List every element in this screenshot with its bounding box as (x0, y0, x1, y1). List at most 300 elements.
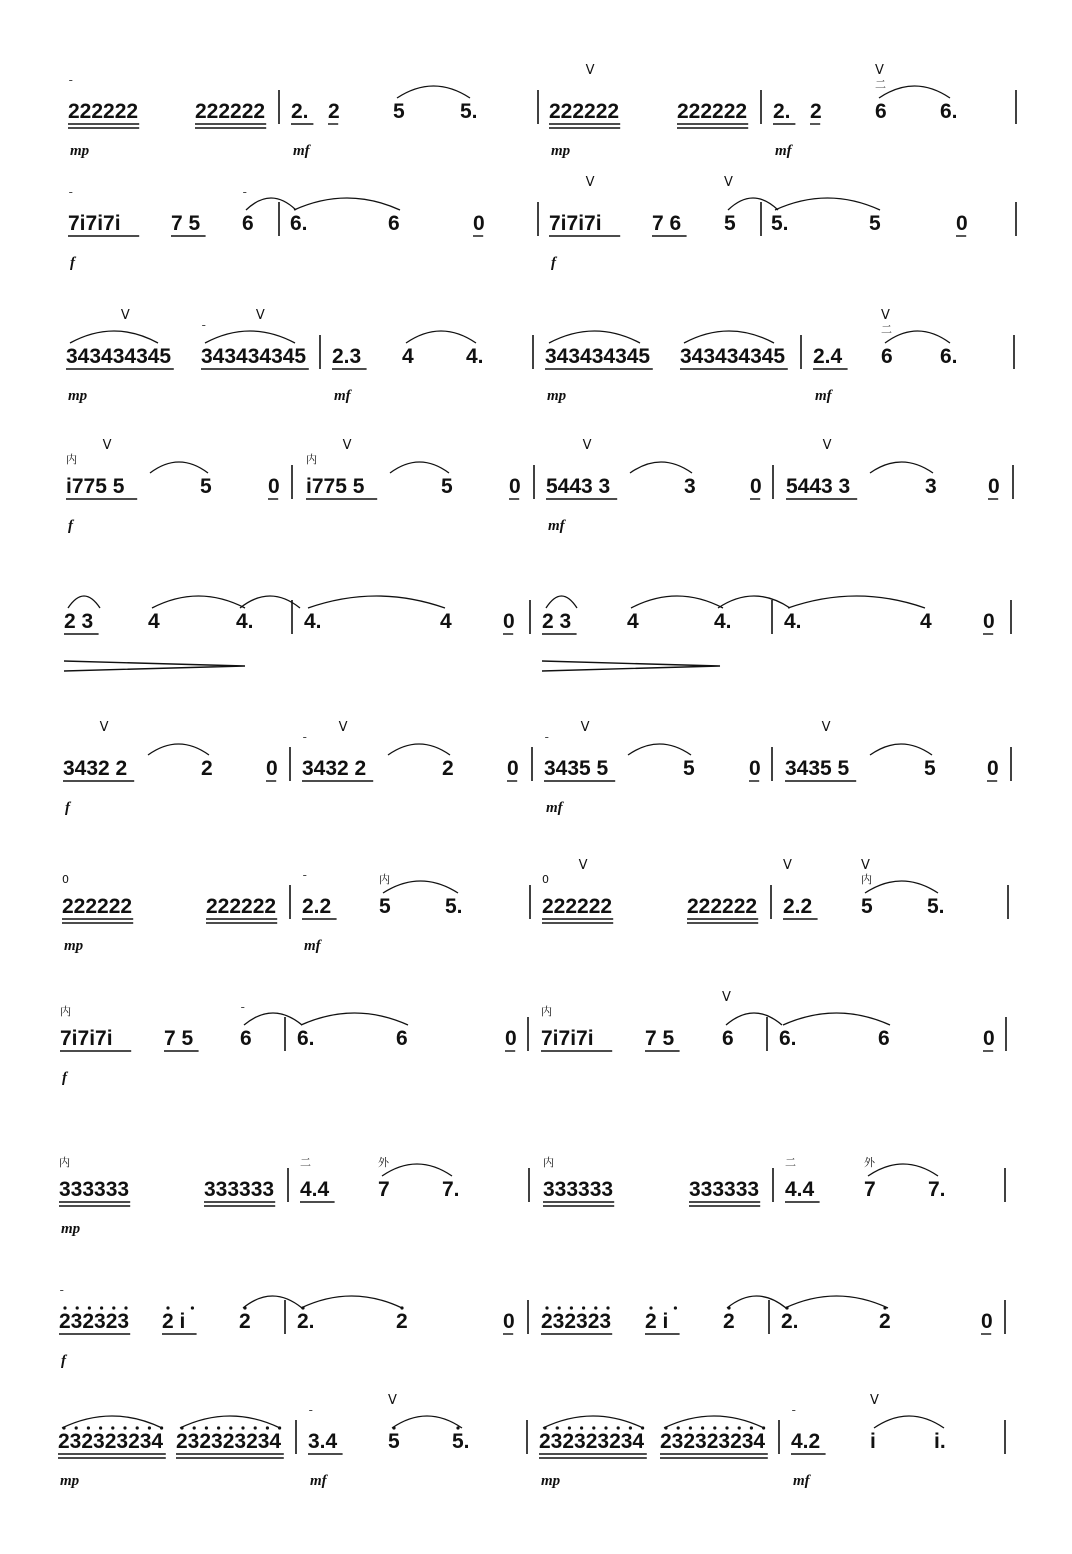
dynamic-marking: f (62, 1070, 67, 1086)
score-line (0, 1390, 1072, 1520)
octave-dot (649, 1306, 652, 1309)
note-group: 2 i (162, 1310, 186, 1333)
octave-dot (674, 1306, 677, 1309)
dynamic-marking: f (551, 255, 556, 271)
slur (150, 462, 208, 473)
octave-dot (568, 1426, 571, 1429)
breath-mark: V (342, 438, 352, 453)
note-group: 5 (724, 212, 736, 235)
note-group: 343434345 (680, 345, 786, 368)
slur (718, 596, 790, 608)
breath-mark: V (783, 858, 792, 873)
breath-mark: V (99, 720, 109, 735)
note-group: 3435 5 (785, 757, 850, 780)
note-group: i775 5 (66, 475, 125, 498)
slur (874, 1416, 944, 1428)
octave-dot (592, 1426, 595, 1429)
score-line-svg (0, 1270, 1072, 1400)
note-group: 0 (505, 1027, 517, 1050)
note-group: 4. (784, 610, 802, 633)
note-group: 222222 (542, 895, 613, 918)
breath-mark: V (722, 990, 731, 1005)
note-group: 0 (988, 475, 1000, 498)
note-group: 222222 (549, 100, 620, 123)
note-group: 4 (627, 610, 639, 633)
octave-dot (205, 1426, 208, 1429)
slur (152, 596, 245, 608)
note-group: 5 (388, 1430, 400, 1453)
octave-dot (400, 1306, 403, 1309)
breath-mark: V (338, 720, 348, 735)
note-group: 7 6 (652, 212, 682, 235)
note-group: 6. (779, 1027, 797, 1050)
breath-mark: V (388, 1393, 397, 1408)
note-group: i (870, 1430, 876, 1453)
score-line-svg (0, 435, 1072, 565)
slur (246, 198, 296, 210)
technique-mark: 内 (541, 1005, 552, 1018)
dynamic-marking: mf (546, 800, 563, 816)
breath-mark: V (724, 175, 733, 190)
breath-mark: V (578, 858, 588, 873)
note-group: 6 (878, 1027, 890, 1050)
note-group: 6. (297, 1027, 315, 1050)
breath-mark: V (582, 438, 592, 453)
score-line-svg (0, 172, 1072, 302)
note-group: 232323 (541, 1310, 612, 1333)
note-group: 6. (940, 100, 958, 123)
note-group: 222222 (206, 895, 277, 918)
octave-dot (456, 1426, 459, 1429)
dynamic-marking: mf (304, 938, 321, 954)
note-group: 5 (861, 895, 873, 918)
note-group: 2.2 (783, 895, 813, 918)
note-group: 3.4 (308, 1430, 338, 1453)
note-group: 2. (773, 100, 791, 123)
octave-dot (545, 1306, 548, 1309)
technique-mark: ˉ (791, 1408, 797, 1421)
slur (392, 1416, 462, 1428)
octave-dot (266, 1426, 269, 1429)
slur (382, 1164, 452, 1176)
note-group: 5. (460, 100, 478, 123)
score-line-svg (0, 570, 1072, 700)
octave-dot (193, 1426, 196, 1429)
slur (868, 1164, 938, 1176)
note-group: 2.3 (332, 345, 362, 368)
note-group: i775 5 (306, 475, 365, 498)
slur (406, 331, 476, 343)
note-group: 4.4 (785, 1178, 815, 1201)
note-group: 4 (402, 345, 414, 368)
score-line (0, 305, 1072, 435)
technique-mark: ˉ (308, 1408, 314, 1421)
note-group: 6 (396, 1027, 408, 1050)
breath-mark: V (585, 175, 595, 190)
slur (383, 881, 458, 893)
technique-mark: ˉ (242, 190, 248, 203)
note-group: 5 (441, 475, 453, 498)
note-group: 222222 (62, 895, 133, 918)
note-group: 5. (771, 212, 789, 235)
note-group: 7 5 (171, 212, 201, 235)
note-group: 333333 (59, 1178, 130, 1201)
slur (205, 331, 295, 343)
note-group: 3435 5 (544, 757, 609, 780)
note-group: 0 (503, 610, 515, 633)
octave-dot (883, 1306, 886, 1309)
note-group: 222222 (68, 100, 139, 123)
note-group: 0 (987, 757, 999, 780)
note-group: 2 3 (64, 610, 94, 633)
octave-dot (148, 1426, 151, 1429)
score-line (0, 1138, 1072, 1268)
octave-dot (604, 1426, 607, 1429)
slur (546, 596, 577, 608)
note-group: 7i7i7i (60, 1027, 113, 1050)
note-group: 0 (266, 757, 278, 780)
slur (70, 331, 158, 343)
technique-mark: ˉ (68, 78, 74, 91)
dynamic-marking: mp (61, 1221, 81, 1237)
note-group: 0 (981, 1310, 993, 1333)
note-group: 7i7i7i (549, 212, 602, 235)
score-line (0, 570, 1072, 700)
octave-dot (99, 1426, 102, 1429)
note-group: 6 (388, 212, 400, 235)
octave-dot (112, 1306, 115, 1309)
octave-dot (63, 1306, 66, 1309)
slur (628, 744, 691, 755)
note-group: 5 (924, 757, 936, 780)
slur (62, 1416, 162, 1428)
dynamic-marking: mp (64, 938, 84, 954)
octave-dot (166, 1306, 169, 1309)
slur (180, 1416, 280, 1428)
note-group: i. (934, 1430, 946, 1453)
note-group: 4. (236, 610, 254, 633)
technique-mark: ˉ (59, 1288, 65, 1301)
note-group: 343434345 (201, 345, 307, 368)
octave-dot (582, 1306, 585, 1309)
slur (549, 331, 640, 343)
note-group: 2 (396, 1310, 408, 1333)
octave-dot (100, 1306, 103, 1309)
note-group: 0 (507, 757, 519, 780)
note-group: 4.4 (300, 1178, 330, 1201)
note-group: 4 (440, 610, 452, 633)
note-group: 4 (148, 610, 160, 633)
note-group: 6 (881, 345, 893, 368)
note-group: 232323234 (539, 1430, 645, 1453)
note-group: 2 (328, 100, 340, 123)
note-group: 2.2 (302, 895, 332, 918)
dynamic-marking: mp (60, 1473, 80, 1489)
technique-mark: 二 (875, 78, 886, 91)
breath-mark: V (255, 308, 265, 323)
note-group: 333333 (689, 1178, 760, 1201)
slur (243, 1296, 302, 1308)
slur (631, 596, 723, 608)
note-group: 2 (442, 757, 454, 780)
dynamic-marking: mp (551, 143, 571, 159)
slur (308, 596, 445, 608)
note-group: 232323234 (660, 1430, 766, 1453)
score-line-svg (0, 717, 1072, 847)
technique-mark: ˉ (544, 735, 550, 748)
note-group: 2 (879, 1310, 891, 1333)
slur (294, 198, 400, 210)
octave-dot (254, 1426, 257, 1429)
octave-dot (629, 1426, 632, 1429)
note-group: 7 5 (645, 1027, 675, 1050)
breath-mark: V (120, 308, 130, 323)
dynamic-marking: mp (70, 143, 90, 159)
slur (148, 744, 209, 755)
slur (728, 198, 778, 210)
slur (788, 596, 925, 608)
octave-dot (617, 1426, 620, 1429)
note-group: 2 (239, 1310, 251, 1333)
note-group: 0 (473, 212, 485, 235)
dynamic-marking: mf (793, 1473, 810, 1489)
breath-mark: V (875, 63, 884, 78)
note-group: 7i7i7i (68, 212, 121, 235)
note-group: 6 (875, 100, 887, 123)
slur (388, 744, 450, 755)
score-line-svg (0, 60, 1072, 190)
note-group: 4. (714, 610, 732, 633)
score-line-svg (0, 305, 1072, 435)
note-group: 5443 3 (546, 475, 611, 498)
note-group: 3432 2 (63, 757, 128, 780)
octave-dot (606, 1306, 609, 1309)
diminuendo-hairpin (542, 661, 720, 671)
note-group: 4 (920, 610, 932, 633)
dynamic-marking: mf (548, 518, 565, 534)
octave-dot (677, 1426, 680, 1429)
score-line (0, 172, 1072, 302)
slur (684, 331, 774, 343)
technique-mark: 内 (60, 1005, 71, 1018)
technique-mark: 二 (785, 1156, 796, 1169)
dynamic-marking: f (65, 800, 70, 816)
note-group: 232323234 (58, 1430, 164, 1453)
note-group: 5 (379, 895, 391, 918)
note-group: 7 (378, 1178, 390, 1201)
octave-dot (124, 1306, 127, 1309)
dynamic-marking: mf (310, 1473, 327, 1489)
score-line-svg (0, 855, 1072, 985)
technique-mark: 外 (864, 1156, 875, 1169)
note-group: 6 (240, 1027, 252, 1050)
note-group: 333333 (204, 1178, 275, 1201)
note-group: 3 (684, 475, 696, 498)
octave-dot (713, 1426, 716, 1429)
note-group: 7. (442, 1178, 460, 1201)
note-group: 3 (925, 475, 937, 498)
dynamic-marking: mp (541, 1473, 561, 1489)
technique-mark: ˉ (240, 1005, 246, 1018)
slur (630, 462, 692, 473)
slur (301, 1296, 402, 1308)
score-line (0, 987, 1072, 1117)
octave-dot (123, 1426, 126, 1429)
note-group: 232323234 (176, 1430, 282, 1453)
breath-mark: V (881, 308, 890, 323)
note-group: 222222 (195, 100, 266, 123)
dynamic-marking: mf (775, 143, 792, 159)
octave-dot (136, 1426, 139, 1429)
note-group: 0 (750, 475, 762, 498)
slur (244, 1013, 302, 1025)
note-group: 222222 (687, 895, 758, 918)
note-group: 222222 (677, 100, 748, 123)
breath-mark: V (861, 858, 870, 873)
breath-mark: V (821, 720, 831, 735)
octave-dot (558, 1306, 561, 1309)
octave-dot (217, 1426, 220, 1429)
technique-mark: 外 (378, 1156, 389, 1169)
slur (390, 462, 449, 473)
note-group: 4. (466, 345, 484, 368)
technique-mark: 内 (543, 1156, 554, 1169)
note-group: 343434345 (66, 345, 172, 368)
note-group: 333333 (543, 1178, 614, 1201)
note-group: 7 (864, 1178, 876, 1201)
note-group: 343434345 (545, 345, 651, 368)
note-group: 6 (722, 1027, 734, 1050)
octave-dot (241, 1426, 244, 1429)
note-group: 3432 2 (302, 757, 367, 780)
slur (870, 462, 933, 473)
technique-mark: 0 (542, 873, 549, 886)
technique-mark: ˉ (201, 323, 207, 336)
octave-dot (556, 1426, 559, 1429)
technique-mark: 内 (861, 873, 872, 886)
slur (240, 596, 300, 608)
dynamic-marking: f (70, 255, 75, 271)
score-line (0, 1270, 1072, 1400)
note-group: 2.4 (813, 345, 843, 368)
slur (727, 1296, 786, 1308)
note-group: 2 i (645, 1310, 669, 1333)
dynamic-marking: f (68, 518, 73, 534)
note-group: 2. (297, 1310, 315, 1333)
slur (301, 1013, 408, 1025)
technique-mark: ˉ (302, 873, 308, 886)
slur (726, 1013, 782, 1025)
technique-mark: 内 (379, 873, 390, 886)
score-line-svg (0, 1138, 1072, 1268)
note-group: 2. (781, 1310, 799, 1333)
slur (68, 596, 100, 608)
note-group: 5. (452, 1430, 470, 1453)
octave-dot (725, 1426, 728, 1429)
note-group: 232323 (59, 1310, 130, 1333)
slur (543, 1416, 643, 1428)
note-group: 5 (683, 757, 695, 780)
octave-dot (191, 1306, 194, 1309)
note-group: 0 (956, 212, 968, 235)
note-group: 0 (749, 757, 761, 780)
technique-mark: 内 (66, 453, 77, 466)
note-group: 5 (393, 100, 405, 123)
breath-mark: V (102, 438, 112, 453)
breath-mark: V (580, 720, 590, 735)
technique-mark: 0 (62, 873, 69, 886)
breath-mark: V (585, 63, 595, 78)
slur (879, 86, 950, 98)
technique-mark: 内 (306, 453, 317, 466)
note-group: 0 (983, 610, 995, 633)
note-group: 0 (983, 1027, 995, 1050)
note-group: 0 (503, 1310, 515, 1333)
note-group: 7 5 (164, 1027, 194, 1050)
dynamic-marking: mf (293, 143, 310, 159)
octave-dot (594, 1306, 597, 1309)
slur (785, 1296, 888, 1308)
dynamic-marking: mp (68, 388, 88, 404)
note-group: 6. (290, 212, 308, 235)
octave-dot (580, 1426, 583, 1429)
octave-dot (87, 1426, 90, 1429)
octave-dot (689, 1426, 692, 1429)
note-group: 2 (201, 757, 213, 780)
slur (397, 86, 470, 98)
note-group: 4. (304, 610, 322, 633)
dynamic-marking: mp (547, 388, 567, 404)
breath-mark: V (822, 438, 832, 453)
note-group: 2. (291, 100, 309, 123)
score-line (0, 717, 1072, 847)
note-group: 6 (242, 212, 254, 235)
score-line-svg (0, 1390, 1072, 1520)
note-group: 5 (869, 212, 881, 235)
slur (775, 198, 880, 210)
octave-dot (111, 1426, 114, 1429)
octave-dot (88, 1306, 91, 1309)
dynamic-marking: f (61, 1353, 66, 1369)
score-line-svg (0, 987, 1072, 1117)
octave-dot (570, 1306, 573, 1309)
score-line (0, 60, 1072, 190)
score-line (0, 855, 1072, 985)
octave-dot (76, 1306, 79, 1309)
octave-dot (229, 1426, 232, 1429)
note-group: 5. (445, 895, 463, 918)
octave-dot (750, 1426, 753, 1429)
breath-mark: V (870, 1393, 879, 1408)
technique-mark: 二 (300, 1156, 311, 1169)
note-group: 5443 3 (786, 475, 851, 498)
note-group: 5 (200, 475, 212, 498)
note-group: 5. (927, 895, 945, 918)
octave-dot (75, 1426, 78, 1429)
technique-mark: ˉ (302, 735, 308, 748)
technique-mark: 二 (881, 323, 892, 336)
slur (783, 1013, 890, 1025)
note-group: 0 (509, 475, 521, 498)
slur (865, 881, 938, 893)
note-group: 7i7i7i (541, 1027, 594, 1050)
slur (870, 744, 932, 755)
dynamic-marking: mf (334, 388, 351, 404)
octave-dot (738, 1426, 741, 1429)
technique-mark: 内 (59, 1156, 70, 1169)
note-group: 4.2 (791, 1430, 821, 1453)
note-group: 2 (723, 1310, 735, 1333)
